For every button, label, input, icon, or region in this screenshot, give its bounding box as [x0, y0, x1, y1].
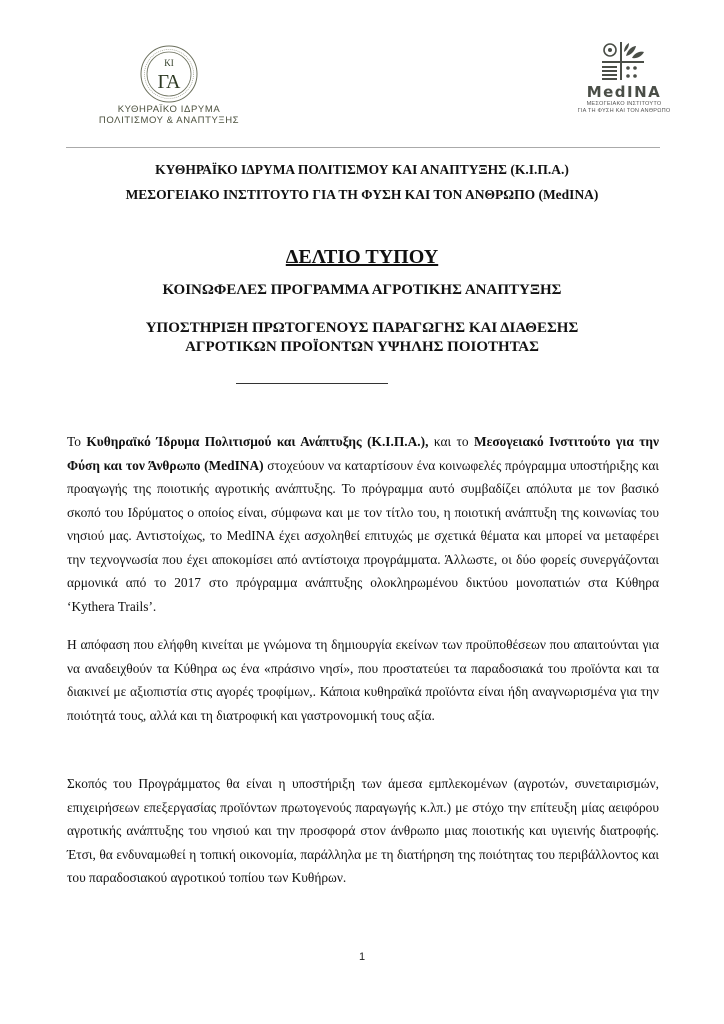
page-number: 1 [358, 951, 366, 963]
medina-logo [560, 42, 688, 115]
p1-bold-kipa: Κυθηραϊκό Ίδρυμα Πολιτισμού και Ανάπτυξης (Κ.Ι.Π.Α.), [86, 434, 429, 449]
medina-subtitle-line2: ΓΙΑ ΤΗ ΦΥΣΗ ΚΑΙ ΤΟΝ ΑΝΘΡΩΠΟ [577, 108, 671, 114]
title-divider [236, 383, 388, 384]
medina-emblem-icon [602, 42, 646, 82]
program-subtitle [0, 319, 724, 357]
organization-name-medina: ΜΕΣΟΓΕΙΑΚΟ ΙΝΣΤΙΤΟΥΤΟ ΓΙΑ ΤΗ ΦΥΣΗ ΚΑΙ ΤΟΝ ΑΝΘΡΩΠΟ (MedINA) [125, 187, 599, 202]
svg-text:ΓΑ: ΓΑ [157, 71, 181, 93]
kipa-logo-line2: ΠΟΛΙΤΙΣΜΟΥ & ΑΝΑΠΤΥΞΗΣ [98, 115, 240, 126]
p1-bold-medina: Μεσογειακό Ινστιτούτο για την Φύση και τον Άνθρωπο (MedINA) [67, 434, 659, 473]
p1-text-1: Το [67, 434, 87, 449]
kipa-logo [94, 44, 244, 126]
body-paragraph-3: Σκοπός του Προγράμματος θα είναι η υποστήριξη των άμεσα εμπλεκομένων (αγροτών, συνεταιρισμών, επιχειρήσεων επεξεργασίας προϊόντων πρωτογενούς παραγωγής κ.λπ.) με στόχο την επίτευξη μίας αειφόρου αγροτικής ανάπτυξης του νησιού και την προσφορά στον άνθρωπο μιας ποιοτικής και υγιεινής διατροφής. Έτσι, θα ενδυναμωθεί η τοπική οικονομία, παράλληλα με τη διατήρηση της ποιότητας του περιβάλλοντος και του παραδοσιακού αγροτικού τοπίου των Κυθήρων. [67, 776, 659, 885]
p1-text-3: στοχεύουν να καταρτίσουν ένα κοινωφελές πρόγραμμα υποστήριξης και προαγωγής της ποιοτικής αγροτικής ανάπτυξης. Το πρόγραμμα αυτό συμβαδίζει απόλυτα με τον βασικό σκοπό του Ιδρύματος ο οποίος είναι, σύμφωνα και με τον τίτλο του, η ποιοτική ανάπτυξη της κοινωνίας του νησιού μας. Αντιστοίχως, το MedINA έχει ασχοληθεί επιτυχώς με σχετικά θέματα και μπορεί να μεταφέρει την τεχνογνωσία που έχει αποκομίσει από αντίστοιχα προγράμματα. Άλλωστε, οι δύο φορείς συνεργάζονται αρμονικά από το 2017 στο πρόγραμμα ανάπτυξης ολοκληρωμένου δικτύου μονοπατιών στα Κύθηρα ‘Kythera Trails’. [67, 457, 659, 614]
p1-text-2: και το [428, 434, 474, 449]
organization-name-kipa: ΚΥΘΗΡΑΪΚΟ ΙΔΡΥΜΑ ΠΟΛΙΤΙΣΜΟΥ ΚΑΙ ΑΝΑΠΤΥΞΗΣ (Κ.Ι.Π.Α.) [155, 162, 569, 177]
svg-text:ΚΙ: ΚΙ [164, 58, 174, 68]
program-subtitle-line2: ΑΓΡΟΤΙΚΩΝ ΠΡΟΪΟΝΤΩΝ ΥΨΗΛΗΣ ΠΟΙΟΤΗΤΑΣ [185, 339, 539, 355]
press-release-title: ΔΕΛΤΙΟ ΤΥΠΟΥ [285, 246, 439, 268]
medina-subtitle-line1: ΜΕΣΟΓΕΙΑΚΟ ΙΝΣΤΙΤΟΥΤΟ [586, 101, 662, 107]
program-title: ΚΟΙΝΩΦΕΛΕΣ ΠΡΟΓΡΑΜΜΑ ΑΓΡΟΤΙΚΗΣ ΑΝΑΠΤΥΞΗΣ [162, 282, 562, 298]
body-paragraph-2: Η απόφαση που ελήφθη κινείται με γνώμονα τη δημιουργία εκείνων των προϋποθέσεων που απαιτούνται για να αναδειχθούν τα Κύθηρα ως ένα «πράσινο νησί», που προστατεύει τα παραδοσιακά του προϊόντα και τα διακινεί με αξιοπιστία στις αγορές τροφίμων,. Κάποια κυθηραϊκά προϊόντα είναι ήδη αναγνωρισμένα για την ποιότητά τους, αλλά και τη διατροφική και γαστρονομική τους αξία. [67, 637, 659, 723]
program-subtitle-line1: ΥΠΟΣΤΗΡΙΞΗ ΠΡΩΤΟΓΕΝΟΥΣ ΠΑΡΑΓΩΓΗΣ ΚΑΙ ΔΙΑΘΕΣΗΣ [145, 320, 579, 336]
kipa-logo-line1: ΚΥΘΗΡΑΪΚΟ ΙΔΡΥΜΑ [117, 104, 221, 115]
medina-brand-name: MedINA [586, 83, 662, 101]
body-paragraph-1 [67, 430, 659, 618]
kipa-emblem-icon [139, 44, 199, 104]
header-divider [66, 147, 660, 148]
